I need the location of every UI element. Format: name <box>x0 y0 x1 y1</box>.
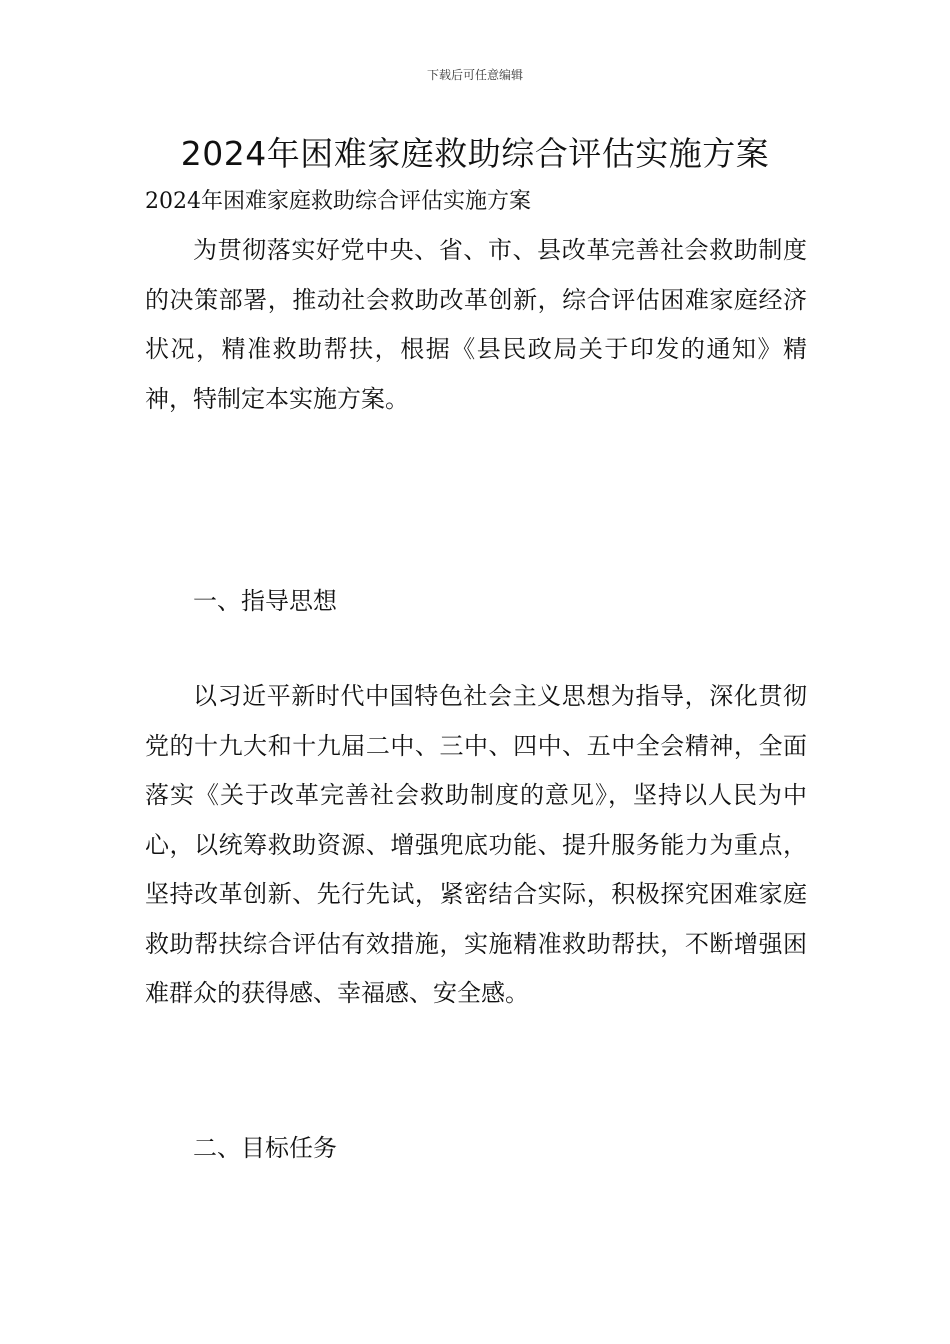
document-title: 2024年困难家庭救助综合评估实施方案 <box>180 134 770 173</box>
intro-paragraph: 为贯彻落实好党中央、省、市、县改革完善社会救助制度的决策部署，推动社会救助改革创新，综合评估困难家庭经济状况，精准救助帮扶，根据《县民政局关于印发的通知》精神，特制定本实施方案。 <box>145 236 807 413</box>
page-header-note: 下载后可任意编辑 <box>426 68 523 82</box>
section-heading-guiding-ideology: 一、指导思想 <box>193 587 337 615</box>
document-subtitle: 2024年困难家庭救助综合评估实施方案 <box>145 189 531 214</box>
section-paragraph-guiding-ideology: 以习近平新时代中国特色社会主义思想为指导，深化贯彻党的十九大和十九届二中、三中、四中、五中全会精神，全面落实《关于改革完善社会救助制度的意见》，坚持以人民为中心，以统筹救助资源、增强兜底功能、提升服务能力为重点，坚持改革创新、先行先试，紧密结合实际，积极探究困难家庭救助帮扶综合评估有效措施，实施精准救助帮扶，不断增强困难群众的获得感、幸福感、安全感。 <box>145 682 807 1007</box>
section-heading-goals-tasks: 二、目标任务 <box>193 1134 337 1162</box>
